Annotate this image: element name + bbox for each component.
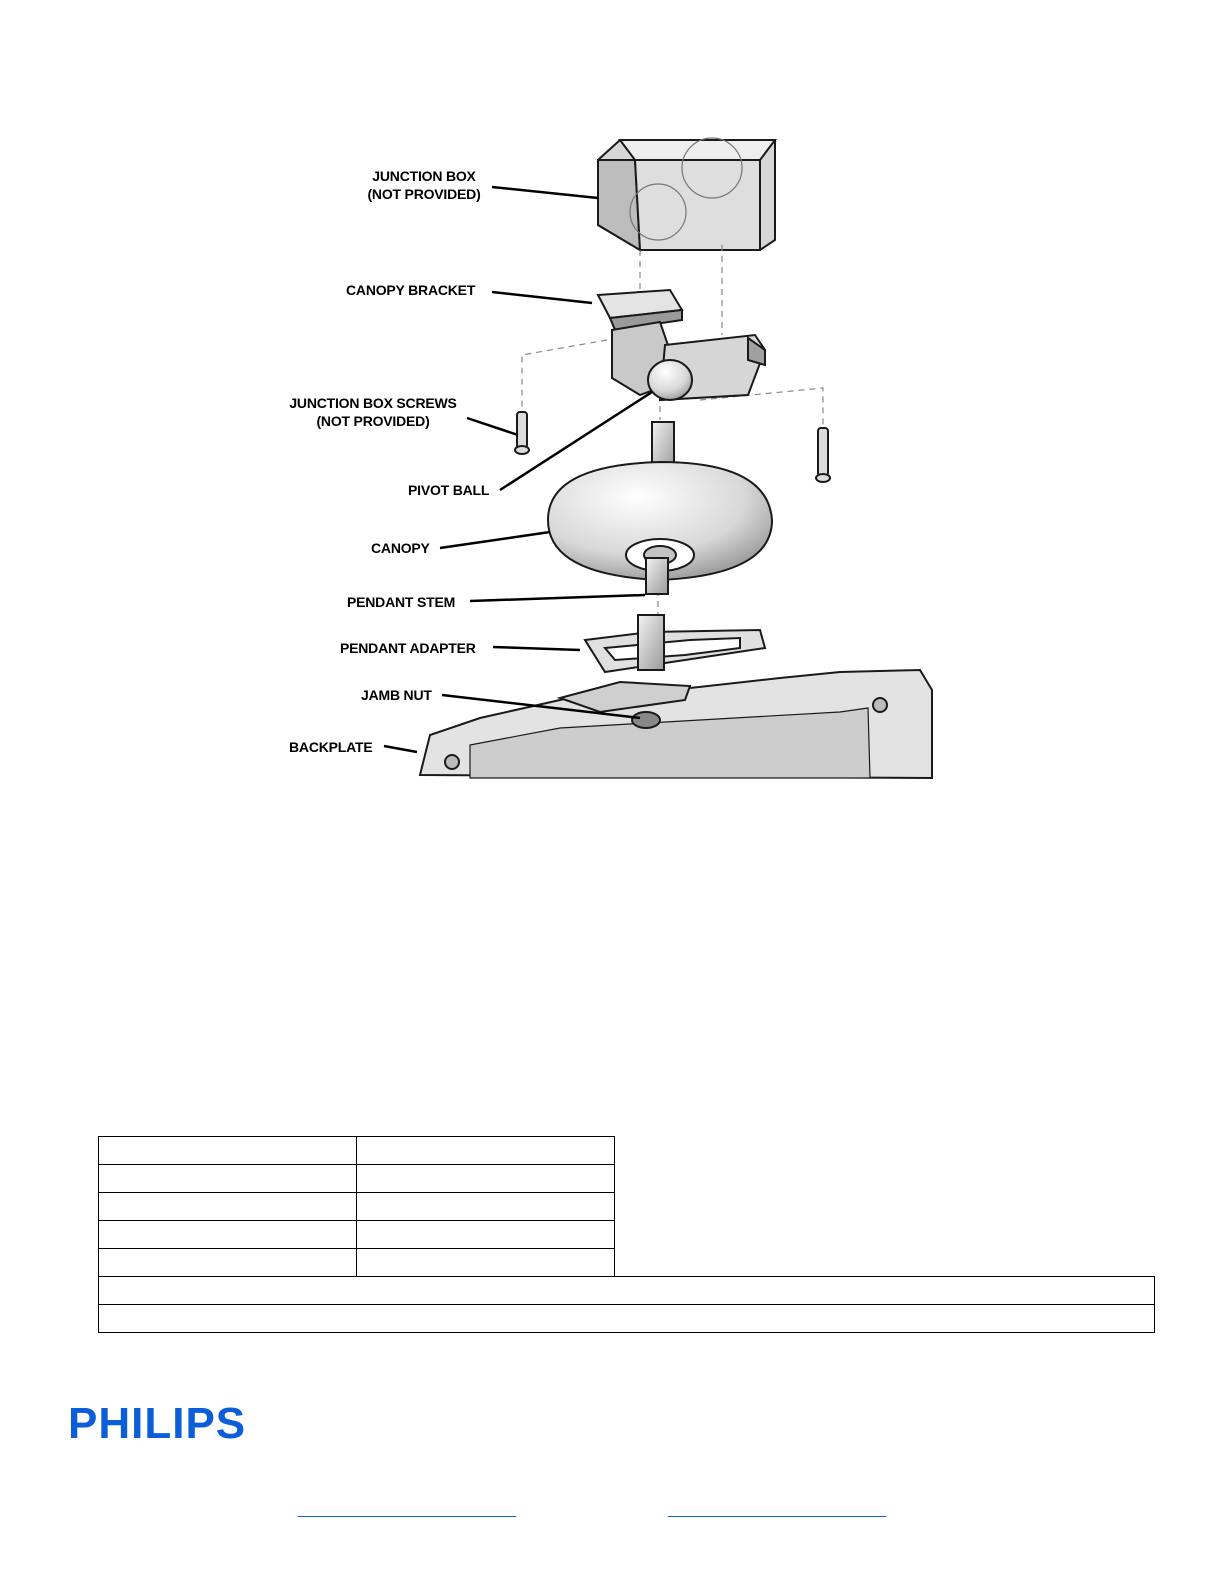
table-cell bbox=[99, 1165, 357, 1193]
blank-form-table bbox=[98, 1136, 1155, 1333]
table-blank-area bbox=[615, 1137, 1155, 1165]
table-cell bbox=[99, 1249, 357, 1277]
junction-box-label-line1: JUNCTION BOX bbox=[372, 168, 476, 184]
pendant-adapter-part bbox=[585, 615, 765, 672]
junction-box-label-line2: (NOT PROVIDED) bbox=[367, 186, 481, 202]
pendant-stem-lower bbox=[646, 558, 668, 594]
table-row bbox=[99, 1305, 1155, 1333]
table-blank-area bbox=[615, 1165, 1155, 1193]
table-blank-area bbox=[615, 1193, 1155, 1221]
philips-logo: PHILIPS bbox=[68, 1399, 247, 1448]
table-cell bbox=[357, 1249, 615, 1277]
junction-box-screw-left bbox=[515, 412, 529, 454]
canopy-label: CANOPY bbox=[371, 540, 430, 556]
table-wide-cell bbox=[99, 1305, 1155, 1333]
table-row bbox=[99, 1249, 1155, 1277]
backplate-part bbox=[420, 670, 932, 778]
junction-box-screws-label bbox=[278, 394, 468, 430]
pivot-ball-part bbox=[648, 360, 692, 400]
table-wide-cell bbox=[99, 1277, 1155, 1305]
canopy-bracket-label: CANOPY BRACKET bbox=[346, 282, 476, 298]
table-cell bbox=[99, 1137, 357, 1165]
table-cell bbox=[99, 1193, 357, 1221]
junction-box-label bbox=[352, 167, 496, 203]
table-row bbox=[99, 1277, 1155, 1305]
pendant-adapter-label: PENDANT ADAPTER bbox=[340, 640, 476, 656]
table-row bbox=[99, 1165, 1155, 1193]
junction-box-part bbox=[598, 138, 775, 250]
backplate-label: BACKPLATE bbox=[289, 739, 373, 755]
table-blank-area bbox=[615, 1221, 1155, 1249]
table-row bbox=[99, 1193, 1155, 1221]
junction-box-screw-right bbox=[816, 428, 830, 482]
table-row bbox=[99, 1221, 1155, 1249]
table-cell bbox=[357, 1137, 615, 1165]
junction-box-screws-label-line1: JUNCTION BOX SCREWS bbox=[289, 395, 457, 411]
table-cell bbox=[99, 1221, 357, 1249]
footer-link-2[interactable] bbox=[668, 1516, 886, 1517]
junction-box-screws-label-line2: (NOT PROVIDED) bbox=[316, 413, 430, 429]
table-cell bbox=[357, 1165, 615, 1193]
table-cell bbox=[357, 1221, 615, 1249]
table-cell bbox=[357, 1193, 615, 1221]
jamb-nut-label: JAMB NUT bbox=[361, 687, 432, 703]
table-row bbox=[99, 1137, 1155, 1165]
pivot-ball-label: PIVOT BALL bbox=[408, 482, 490, 498]
footer-link-1[interactable] bbox=[298, 1516, 516, 1517]
table-blank-area bbox=[615, 1249, 1155, 1277]
pendant-stem-label: PENDANT STEM bbox=[347, 594, 456, 610]
